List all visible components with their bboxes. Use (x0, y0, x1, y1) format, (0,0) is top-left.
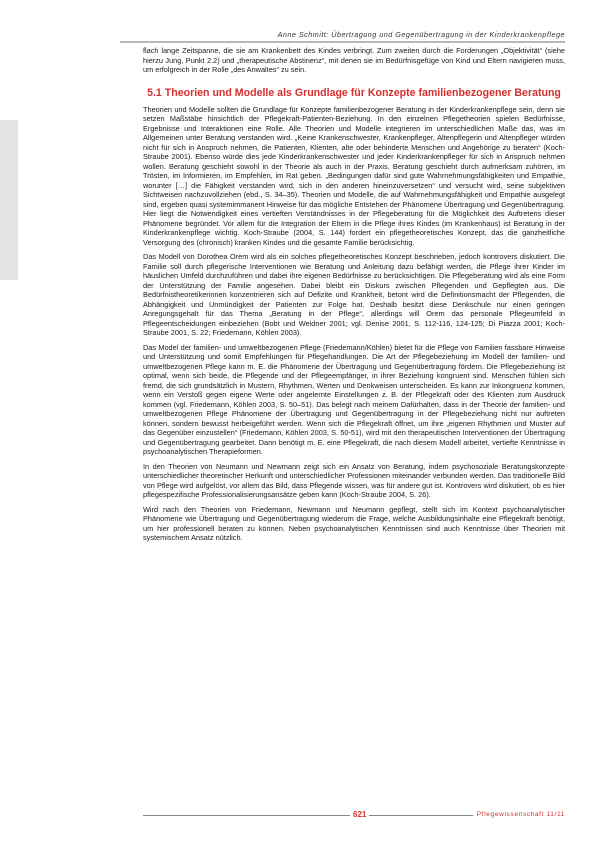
paragraph: Das Model der familien- und umweltbezogenen Pflege (Friedemann/Köhlen) bietet für die Pflege von Familien fassbare Hinweise und Unterstützung und somit Empfehlungen für Pflegehandlungen. Die Art der Pflegebeziehung im Modell der familien- und umweltbezogenen Pflege kann m. E. die Phänomene der Übertragung und Gegenübertragung fördern. Die Pflegebeziehung ist optimal, wenn sich beide, die Pflegende und der Pflegeempfänger, in ihrer Beziehung kongruent sind. Menschen fühlen sich fremd, die sich grundsätzlich in Mustern, Rhythmen, Werten und Denkweisen unterscheiden. Es kann zur Inkongruenz kommen, wenn ein Verstoß gegen eigene Werte oder angelernte Einstellungen z. B. der Pflegekraft oder des Klienten zum Ausdruck kommen (vgl. Friedemann, Köhlen 2003, S. 50–51). Das belegt nach meinem Dafürhalten, dass in der Theorie der familien- und umweltbezogenen Pflege Phänomene der Übertragung und Gegenübertragung in der Pflegebeziehung nicht nur auftreten können, sondern bewusst herbeigeführt werden. Wenn sich die Pflegekraft öffnet, um ihre „eigenen Rhythmen und Muster auf das Gegenüber einzustellen“ (Friedemann, Köhlen 2003, S. 50-51), wird mit den therapeutischen Interventionen der Übertragung und Gegenübertragung gearbeitet. Dann benötigt m. E. eine Pflegekraft, die nach diesem Modell arbeitet, vertiefte Kenntnisse in psychoanalytischen Therapieformen. (143, 342, 565, 456)
paragraph: flach lange Zeitspanne, die sie am Krankenbett des Kindes verbringt. Zum zweiten durch die Forderungen „Objektivität“ (siehe hierzu Jung, Punkt 2.2) und „therapeutische Abstinenz“, mit denen sie im Bedürfnisgefüge von Kind und Eltern navigieren muss, um erfolgreich in der Rolle „des Anwaltes“ zu sein. (143, 46, 565, 74)
paragraph: Theorien und Modelle sollten die Grundlage für Konzepte familienbezogener Beratung in der Kinderkrankenpflege sein, denn sie setzen Maßstäbe hinsichtlich der Pflegekraft-Patienten-Beziehung. In den einzelnen Pflegetheorien spielen Bedürfnisse, Ergebnisse und Interaktionen eine Rolle. Alle Theorien und Modelle integrieren im unterschiedlichen Maße das, was im Allgemeinen unter Beratung verstanden wird. „Keine Krankenschwester, Krankenpfleger, Altenpflegerin und Altenpfleger würden nicht für sich in Anspruch nehmen, die Patienten, Klienten, alte oder behinderte Menschen und Angehörige zu beraten“ (Koch-Straube 2001). Ebenso würde dies jede Kinderkrankenschwester und jeder Kinderkrankenpfleger für sich in Anspruch nehmen wollen. Beratung geschieht sowohl in der Theorie als auch in der Praxis. Beratung geschieht durch aufmerksam zuhören, im Trösten, im Informieren, im Empfehlen, im Rat geben. „Bedingungen dafür sind gute Wahrnehmungsfähigkeiten und Empathie, worunter […] die Fähigkeit verstanden wird, sich in den anderen hineinzuversetzen“ und versucht wird, seine subjektiven Sichtweisen nachzuvollziehen (ebd., S. 34–35). Theorien und Modelle, die auf Wahrnehmungsfähigkeit und Empathie ausgelegt sind, ergeben quasi systemimmanent Hinweise für das mögliche Entstehen der Phänomene Übertragung und Gegenübertragung. Hier liegt die Notwendigkeit eines vertieften Verständnisses in der Pflegeberatung für die Möglichkeit des Auftretens dieser Phänomene begründet. Vor allem für die Integration der Eltern in die Pflege ihres Kindes (im Krankenhaus) ist Beratung in der Kinderkrankenpflege wichtig. Koch-Straube (2004, S. 144) fordert ein pflegetheoretisches Konzept, das die ganzheitliche Versorgung des (chronisch) kranken Kindes und die gesamte Familie berücksichtig. (143, 104, 565, 247)
article-body (143, 46, 565, 548)
section-heading: 5.1 Theorien und Modelle als Grundlage für Konzepte familienbezogener Beratung (147, 86, 561, 99)
page-footer (0, 808, 595, 828)
page-number: 621 (350, 810, 369, 819)
header-rule (120, 41, 565, 43)
running-header (0, 12, 595, 42)
paragraph: Wird nach den Theorien von Friedemann, Newmann und Neumann gepflegt, stellt sich im Kontext psychoanalytischer Phänomene wie Übertragung und Gegenübertragung wiederum die Frage, welche Ausbildungsinhalte eine Pflegekraft benötigt, um hier professionell beraten zu können. Neben psychoanalytischen Kenntnissen sind auch Kenntnisse über Theorien mit systemischem Ansatz nützlich. (143, 504, 565, 542)
paragraph: Das Modell von Dorothea Orem wird als ein solches pflegetheoretisches Konzept beschrieben, jedoch kontrovers diskutiert. Die Familie soll durch pflegerische Interventionen wie Beratung und Anleitung dazu befähigt werden, die Pflege ihrer Kinder im häuslichen Umfeld durchzuführen und dabei ihre eigenen Bedürfnisse zu berücksichtigen. Die Pflegeberatung wird als eine Form der Unterstützung der Familie angesehen. Dabei bleibt ein Diskurs zwischen Pflegenden und Gepflegten aus. Die Bedürfnistheoretikerinnen konzentrieren sich auf Defizite und Krankheit, betont wird die Definitionsmacht der Pflegenden, die Abhängigkeit und Unmündigkeit der Patienten zur Folge hat. Deshalb besitzt diese Denkschule nur einen geringen Anregungsgehalt für das Thema „Beratung in der Pflege“, allerdings will Orem das personale Pflegeumfeld in Pflegeentscheidungen einbeziehen (Bobt und Weidner 2001; vgl. Denise 2001, S. 112-116, 124-125; Di Piazza 2001; Koch-Straube 2001, S. 22; Friedemann, Köhlen 2003). (143, 252, 565, 337)
journal-name: Pflegewissenschaft 11/11 (473, 811, 565, 818)
running-title: Anne Schmitt: Übertragung und Gegenübertragung in der Kinderkrankenpflege (277, 30, 565, 39)
page-edge-marker (0, 120, 18, 280)
paragraph: In den Theorien von Neumann und Newmann zeigt sich ein Ansatz von Beratung, indem psychosoziale Beratungskonzepte unterschiedlicher theoretischer Herkunft und unterschiedlicher Professionen miteinander verbunden werden. Das traditionelle Bild von Pflege wird aufgelöst, vor allem das Bild, dass Pflegende wissen, was für andere gut ist. Kontrovers wird diskutiert, ob es hier pflegespezifische Professionalisierungsansätze geben kann (Koch-Straube 2004, S. 26). (143, 461, 565, 499)
